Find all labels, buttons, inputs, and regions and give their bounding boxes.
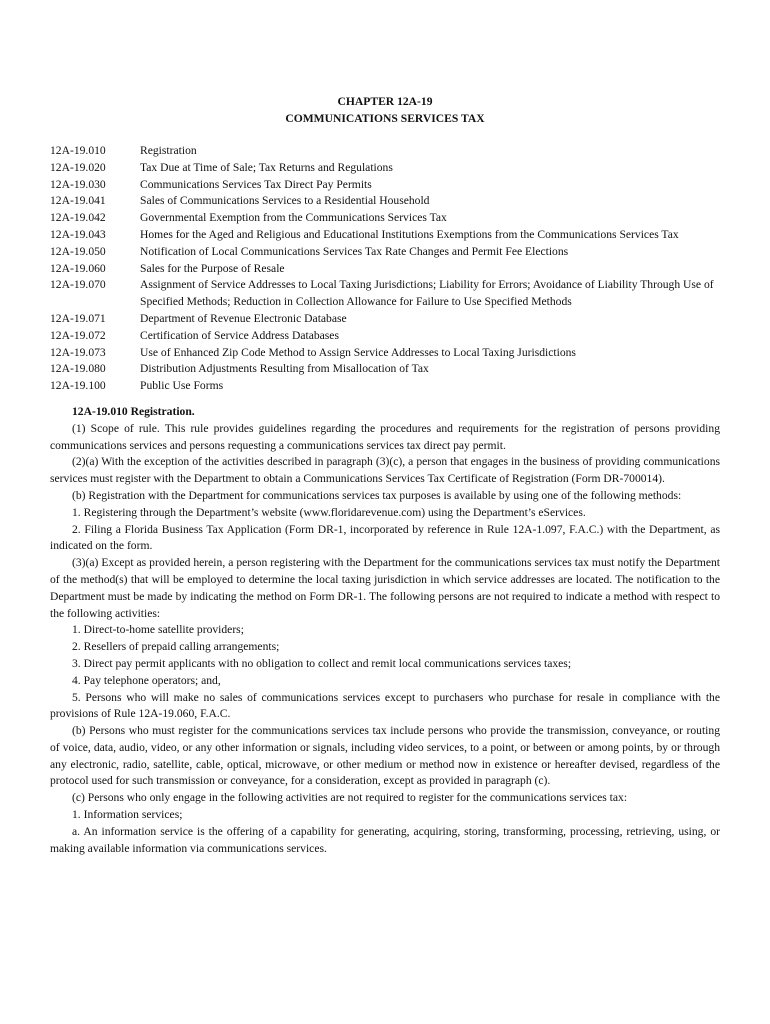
paragraph: (3)(a) Except as provided herein, a person registering with the Department for the communications services tax must notify the Department of the method(s) that will be employed to determine the local taxing jurisdiction in which service addresses are located. The notification to the Department must be made by indicating the method on Form DR-1. The following persons are not required to indicate a method with respect to the following activities: (50, 556, 720, 620)
toc-entry-number: 12A-19.072 (50, 328, 106, 342)
toc-entry-number: 12A-19.080 (50, 362, 106, 376)
chapter-number: CHAPTER 12A-19 (337, 95, 433, 108)
toc-entry-title: Tax Due at Time of Sale; Tax Returns and Regulations (140, 160, 393, 174)
toc-entry (50, 143, 720, 160)
document-page (50, 93, 720, 857)
paragraph: 1. Registering through the Department’s website (www.floridarevenue.com) using the Department’s eServices. (72, 505, 586, 519)
toc-entry-title: Governmental Exemption from the Communications Services Tax (140, 211, 447, 225)
paragraph: 1. Information services; (72, 808, 183, 822)
toc-entry-number: 12A-19.071 (50, 311, 106, 325)
chapter-title: COMMUNICATIONS SERVICES TAX (285, 112, 485, 125)
toc-entry-number: 12A-19.050 (50, 244, 106, 258)
paragraph: (1) Scope of rule. This rule provides guidelines regarding the procedures and requirements for the registration of persons providing communications services and persons requesting a communications services tax direct pay permit. (50, 421, 720, 452)
paragraph: (b) Persons who must register for the communications services tax include persons who provide the transmission, conveyance, or routing of voice, data, audio, video, or any other information or signals, including video services, to a point, or between or among points, by or through any electronic, radio, satellite, cable, optical, microwave, or other medium or method now in existence or hereafter devised, regardless of the protocol used for such transmission or conveyance, for a consideration, except as provided in paragraph (c). (50, 724, 720, 788)
section-heading: 12A-19.010 Registration. (72, 404, 195, 418)
toc-entry (50, 277, 720, 311)
paragraph: a. An information service is the offering of a capability for generating, acquiring, storing, transforming, processing, retrieving, using, or making available information via communications services. (50, 824, 720, 855)
toc-entry (50, 311, 720, 328)
paragraph: 4. Pay telephone operators; and, (72, 673, 221, 687)
paragraph: (b) Registration with the Department for communications services tax purposes is available by using one of the following methods: (72, 488, 682, 502)
toc-entry (50, 177, 720, 194)
toc-entry-title: Certification of Service Address Databases (140, 328, 339, 342)
toc-entry (50, 361, 720, 378)
toc-entry-number: 12A-19.043 (50, 227, 106, 241)
toc-entry (50, 227, 720, 244)
toc-entry (50, 328, 720, 345)
paragraph: 3. Direct pay permit applicants with no obligation to collect and remit local communications services taxes; (72, 656, 572, 670)
toc-entry-title: Registration (140, 144, 197, 157)
toc-entry (50, 210, 720, 227)
paragraph: 5. Persons who will make no sales of communications services except to purchasers who purchase for resale in compliance with the provisions of Rule 12A-19.060, F.A.C. (50, 690, 720, 721)
toc-entry (50, 345, 720, 362)
table-of-contents (50, 143, 720, 395)
toc-entry-title: Homes for the Aged and Religious and Educational Institutions Exemptions from the Communications Services Tax (140, 227, 679, 241)
toc-entry-number: 12A-19.041 (50, 194, 106, 208)
toc-entry-number: 12A-19.060 (50, 261, 106, 275)
section-body (50, 421, 720, 858)
toc-entry-number: 12A-19.030 (50, 177, 106, 191)
paragraph: (c) Persons who only engage in the following activities are not required to register for the communications services tax: (72, 791, 628, 805)
toc-entry-number: 12A-19.010 (50, 144, 106, 157)
toc-entry-title: Use of Enhanced Zip Code Method to Assign Service Addresses to Local Taxing Jurisdictions (140, 345, 576, 359)
paragraph: 1. Direct-to-home satellite providers; (72, 623, 244, 637)
toc-entry-number: 12A-19.042 (50, 211, 106, 225)
paragraph: 2. Filing a Florida Business Tax Application (Form DR-1, incorporated by reference in Rule 12A-1.097, F.A.C.) with the Department, as indicated on the form. (50, 522, 720, 553)
toc-entry-number: 12A-19.020 (50, 160, 106, 174)
section-12a-19-010 (50, 404, 720, 858)
toc-entry-number: 12A-19.070 (50, 278, 106, 292)
toc-entry-title: Public Use Forms (140, 379, 224, 393)
toc-entry (50, 244, 720, 261)
toc-entry (50, 378, 720, 395)
toc-entry (50, 160, 720, 177)
toc-entry-title: Assignment of Service Addresses to Local Taxing Jurisdictions; Liability for Errors; Avoidance of Liability Through Use of Specified Methods; Reduction in Collection Allowance for Failure to Use Specified Methods (140, 278, 714, 309)
paragraph: 2. Resellers of prepaid calling arrangements; (72, 640, 280, 654)
toc-entry-title: Sales for the Purpose of Resale (140, 261, 285, 275)
toc-entry (50, 193, 720, 210)
toc-entry-title: Department of Revenue Electronic Database (140, 311, 347, 325)
toc-entry-title: Notification of Local Communications Services Tax Rate Changes and Permit Fee Elections (140, 244, 569, 258)
toc-entry-number: 12A-19.100 (50, 379, 106, 393)
toc-entry-title: Sales of Communications Services to a Residential Household (140, 194, 430, 208)
paragraph: (2)(a) With the exception of the activities described in paragraph (3)(c), a person that engages in the business of providing communications services must register with the Department to obtain a Communications Services Tax Certificate of Registration (Form DR-700014). (50, 455, 720, 486)
chapter-header (50, 93, 720, 127)
toc-entry-number: 12A-19.073 (50, 345, 106, 359)
toc-entry-title: Communications Services Tax Direct Pay Permits (140, 177, 372, 191)
toc-entry (50, 261, 720, 278)
toc-entry-title: Distribution Adjustments Resulting from Misallocation of Tax (140, 362, 429, 376)
